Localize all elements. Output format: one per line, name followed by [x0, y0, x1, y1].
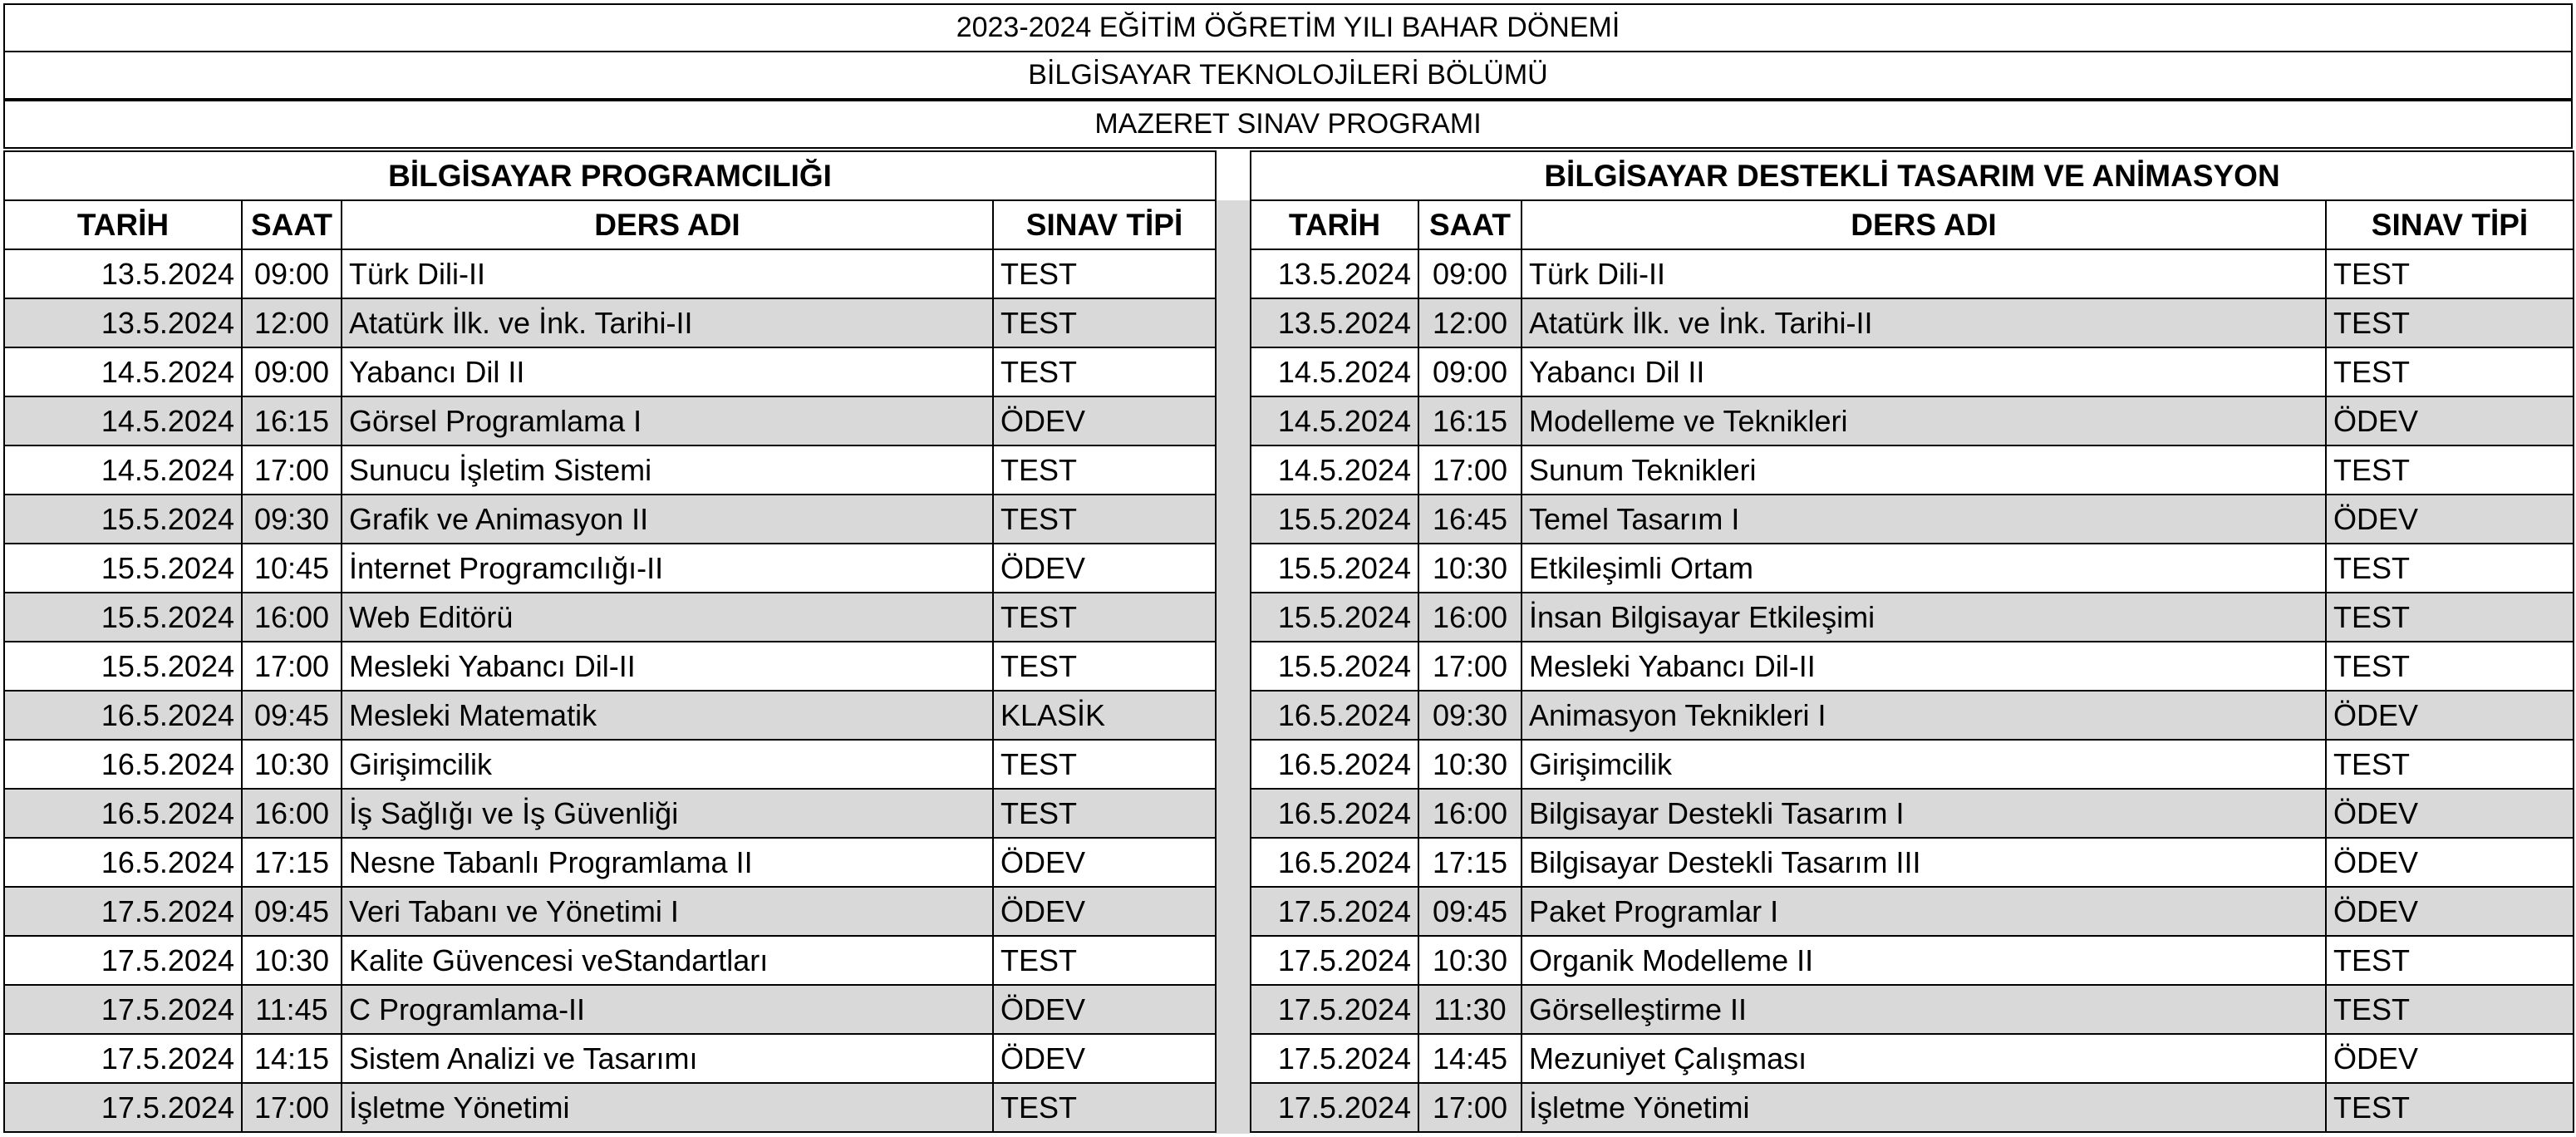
table-row [1251, 789, 2574, 838]
exam-type-cell: ÖDEV [993, 985, 1216, 1034]
time-cell: 11:30 [1418, 985, 1522, 1034]
table-row [4, 495, 1216, 544]
time-cell: 09:45 [242, 691, 342, 740]
table-row [4, 887, 1216, 936]
exam-type-cell: TEST [993, 298, 1216, 347]
table-row [4, 936, 1216, 985]
gutter-divider [1215, 200, 1250, 1134]
term-title: 2023-2024 EĞİTİM ÖĞRETİM YILI BAHAR DÖNEMİ [3, 3, 2573, 52]
course-cell: Atatürk İlk. ve İnk. Tarihi-II [342, 298, 993, 347]
department-header: BİLGİSAYAR DESTEKLİ TASARIM VE ANİMASYON [1251, 151, 2574, 200]
date-cell: 16.5.2024 [1251, 789, 1418, 838]
course-cell: Mesleki Yabancı Dil-II [1522, 642, 2326, 691]
date-cell: 13.5.2024 [4, 298, 242, 347]
date-cell: 17.5.2024 [4, 887, 242, 936]
date-cell: 17.5.2024 [1251, 1034, 1418, 1083]
exam-type-cell: TEST [2326, 249, 2574, 298]
table-row [4, 789, 1216, 838]
time-cell: 17:00 [1418, 642, 1522, 691]
time-cell: 10:30 [242, 936, 342, 985]
time-cell: 10:30 [1418, 740, 1522, 789]
table-row [1251, 985, 2574, 1034]
course-cell: Animasyon Teknikleri I [1522, 691, 2326, 740]
course-cell: İşletme Yönetimi [342, 1083, 993, 1132]
course-cell: Yabancı Dil II [1522, 347, 2326, 396]
date-cell: 13.5.2024 [4, 249, 242, 298]
table-row [4, 1083, 1216, 1132]
course-cell: Türk Dili-II [1522, 249, 2326, 298]
course-cell: Sunum Teknikleri [1522, 445, 2326, 495]
course-cell: C Programlama-II [342, 985, 993, 1034]
course-cell: Görsel Programlama I [342, 396, 993, 445]
exam-type-cell: TEST [2326, 298, 2574, 347]
date-cell: 16.5.2024 [1251, 838, 1418, 887]
date-cell: 14.5.2024 [1251, 396, 1418, 445]
course-cell: Bilgisayar Destekli Tasarım I [1522, 789, 2326, 838]
table-row [4, 691, 1216, 740]
column-header-time: SAAT [242, 200, 342, 249]
course-cell: Görselleştirme II [1522, 985, 2326, 1034]
date-cell: 17.5.2024 [1251, 887, 1418, 936]
time-cell: 09:00 [242, 347, 342, 396]
exam-type-cell: ÖDEV [993, 396, 1216, 445]
table-row [4, 544, 1216, 593]
date-cell: 15.5.2024 [4, 642, 242, 691]
time-cell: 09:45 [1418, 887, 1522, 936]
date-cell: 14.5.2024 [4, 347, 242, 396]
date-cell: 15.5.2024 [1251, 593, 1418, 642]
course-cell: Veri Tabanı ve Yönetimi I [342, 887, 993, 936]
time-cell: 09:30 [1418, 691, 1522, 740]
exam-type-cell: TEST [993, 593, 1216, 642]
course-cell: Yabancı Dil II [342, 347, 993, 396]
programming-schedule [3, 150, 1215, 1134]
course-cell: Temel Tasarım I [1522, 495, 2326, 544]
table-row [1251, 887, 2574, 936]
course-cell: Sunucu İşletim Sistemi [342, 445, 993, 495]
table-row [1251, 838, 2574, 887]
table-row [4, 249, 1216, 298]
time-cell: 09:00 [1418, 249, 1522, 298]
table-row [1251, 642, 2574, 691]
table-row [4, 642, 1216, 691]
exam-type-cell: ÖDEV [2326, 691, 2574, 740]
time-cell: 16:00 [1418, 593, 1522, 642]
time-cell: 10:45 [242, 544, 342, 593]
date-cell: 15.5.2024 [4, 593, 242, 642]
table-row [4, 445, 1216, 495]
exam-type-cell: TEST [2326, 985, 2574, 1034]
table-row [4, 298, 1216, 347]
date-cell: 17.5.2024 [1251, 936, 1418, 985]
department-header: BİLGİSAYAR PROGRAMCILIĞI [4, 151, 1216, 200]
table-row [1251, 347, 2574, 396]
table-row [4, 985, 1216, 1034]
time-cell: 10:30 [1418, 544, 1522, 593]
date-cell: 16.5.2024 [4, 691, 242, 740]
time-cell: 10:30 [242, 740, 342, 789]
time-cell: 14:15 [242, 1034, 342, 1083]
time-cell: 09:00 [1418, 347, 1522, 396]
date-cell: 17.5.2024 [4, 936, 242, 985]
date-cell: 14.5.2024 [4, 445, 242, 495]
date-cell: 14.5.2024 [4, 396, 242, 445]
time-cell: 09:30 [242, 495, 342, 544]
course-cell: Girişimcilik [1522, 740, 2326, 789]
time-cell: 12:00 [242, 298, 342, 347]
date-cell: 16.5.2024 [4, 789, 242, 838]
date-cell: 13.5.2024 [1251, 298, 1418, 347]
table-row [4, 740, 1216, 789]
column-header-course: DERS ADI [342, 200, 993, 249]
date-cell: 16.5.2024 [1251, 691, 1418, 740]
exam-type-cell: KLASİK [993, 691, 1216, 740]
table-row [1251, 1083, 2574, 1132]
course-cell: Atatürk İlk. ve İnk. Tarihi-II [1522, 298, 2326, 347]
course-cell: Etkileşimli Ortam [1522, 544, 2326, 593]
time-cell: 09:00 [242, 249, 342, 298]
exam-type-cell: TEST [993, 347, 1216, 396]
exam-type-cell: ÖDEV [993, 838, 1216, 887]
exam-type-cell: TEST [2326, 642, 2574, 691]
time-cell: 16:00 [242, 789, 342, 838]
table-row [1251, 544, 2574, 593]
exam-type-cell: ÖDEV [993, 1034, 1216, 1083]
table-row [1251, 495, 2574, 544]
design-animation-table [1250, 150, 2574, 1133]
exam-type-cell: TEST [2326, 1083, 2574, 1132]
time-cell: 17:00 [242, 1083, 342, 1132]
table-row [1251, 691, 2574, 740]
time-cell: 17:00 [1418, 1083, 1522, 1132]
course-cell: Web Editörü [342, 593, 993, 642]
date-cell: 17.5.2024 [4, 985, 242, 1034]
table-row [1251, 298, 2574, 347]
course-cell: Modelleme ve Teknikleri [1522, 396, 2326, 445]
exam-type-cell: ÖDEV [993, 887, 1216, 936]
time-cell: 17:00 [242, 642, 342, 691]
table-row [1251, 445, 2574, 495]
date-cell: 13.5.2024 [1251, 249, 1418, 298]
exam-type-cell: TEST [2326, 544, 2574, 593]
course-cell: İnsan Bilgisayar Etkileşimi [1522, 593, 2326, 642]
design-animation-schedule [1250, 150, 2573, 1134]
exam-type-cell: TEST [993, 249, 1216, 298]
design-animation-rows [1251, 249, 2574, 1132]
time-cell: 16:00 [242, 593, 342, 642]
date-cell: 17.5.2024 [1251, 985, 1418, 1034]
course-cell: Nesne Tabanlı Programlama II [342, 838, 993, 887]
programming-table [3, 150, 1217, 1133]
time-cell: 16:15 [1418, 396, 1522, 445]
column-header-date: TARİH [4, 200, 242, 249]
date-cell: 16.5.2024 [1251, 740, 1418, 789]
course-cell: Kalite Güvencesi veStandartları [342, 936, 993, 985]
table-row [1251, 593, 2574, 642]
exam-type-cell: TEST [2326, 593, 2574, 642]
table-row [1251, 1034, 2574, 1083]
course-cell: Girişimcilik [342, 740, 993, 789]
time-cell: 16:45 [1418, 495, 1522, 544]
time-cell: 09:45 [242, 887, 342, 936]
exam-type-cell: TEST [993, 789, 1216, 838]
course-cell: Sistem Analizi ve Tasarımı [342, 1034, 993, 1083]
column-header-course: DERS ADI [1522, 200, 2326, 249]
exam-type-cell: ÖDEV [2326, 1034, 2574, 1083]
program-title: MAZERET SINAV PROGRAMI [3, 100, 2573, 149]
table-row [4, 838, 1216, 887]
exam-type-cell: TEST [993, 1083, 1216, 1132]
column-header-time: SAAT [1418, 200, 1522, 249]
department-title: BİLGİSAYAR TEKNOLOJİLERİ BÖLÜMÜ [3, 51, 2573, 100]
date-cell: 15.5.2024 [1251, 495, 1418, 544]
time-cell: 17:00 [1418, 445, 1522, 495]
time-cell: 14:45 [1418, 1034, 1522, 1083]
column-header-type: SINAV TİPİ [2326, 200, 2574, 249]
date-cell: 17.5.2024 [4, 1083, 242, 1132]
exam-type-cell: ÖDEV [2326, 887, 2574, 936]
exam-type-cell: TEST [2326, 445, 2574, 495]
date-cell: 14.5.2024 [1251, 445, 1418, 495]
table-row [4, 1034, 1216, 1083]
course-cell: Mesleki Yabancı Dil-II [342, 642, 993, 691]
date-cell: 17.5.2024 [4, 1034, 242, 1083]
course-cell: İnternet Programcılığı-II [342, 544, 993, 593]
table-row [1251, 249, 2574, 298]
time-cell: 16:00 [1418, 789, 1522, 838]
date-cell: 15.5.2024 [4, 544, 242, 593]
table-row [4, 593, 1216, 642]
table-row [4, 347, 1216, 396]
date-cell: 15.5.2024 [1251, 642, 1418, 691]
table-row [1251, 740, 2574, 789]
programming-rows [4, 249, 1216, 1132]
exam-type-cell: TEST [993, 936, 1216, 985]
exam-type-cell: TEST [2326, 936, 2574, 985]
course-cell: Mesleki Matematik [342, 691, 993, 740]
exam-type-cell: TEST [2326, 347, 2574, 396]
time-cell: 12:00 [1418, 298, 1522, 347]
gutter-top [1215, 150, 1250, 200]
course-cell: Organik Modelleme II [1522, 936, 2326, 985]
exam-type-cell: ÖDEV [2326, 789, 2574, 838]
exam-type-cell: TEST [993, 495, 1216, 544]
date-cell: 15.5.2024 [4, 495, 242, 544]
exam-type-cell: ÖDEV [2326, 396, 2574, 445]
time-cell: 17:15 [1418, 838, 1522, 887]
date-cell: 16.5.2024 [4, 838, 242, 887]
course-cell: Grafik ve Animasyon II [342, 495, 993, 544]
exam-type-cell: TEST [993, 740, 1216, 789]
table-row [1251, 936, 2574, 985]
exam-type-cell: TEST [2326, 740, 2574, 789]
table-row [4, 396, 1216, 445]
time-cell: 10:30 [1418, 936, 1522, 985]
date-cell: 17.5.2024 [1251, 1083, 1418, 1132]
date-cell: 15.5.2024 [1251, 544, 1418, 593]
course-cell: Mezuniyet Çalışması [1522, 1034, 2326, 1083]
date-cell: 16.5.2024 [4, 740, 242, 789]
date-cell: 14.5.2024 [1251, 347, 1418, 396]
table-row [1251, 396, 2574, 445]
time-cell: 17:15 [242, 838, 342, 887]
course-cell: Paket Programlar I [1522, 887, 2326, 936]
exam-type-cell: TEST [993, 642, 1216, 691]
time-cell: 17:00 [242, 445, 342, 495]
course-cell: İş Sağlığı ve İş Güvenliği [342, 789, 993, 838]
course-cell: Türk Dili-II [342, 249, 993, 298]
exam-type-cell: ÖDEV [993, 544, 1216, 593]
time-cell: 11:45 [242, 985, 342, 1034]
course-cell: Bilgisayar Destekli Tasarım III [1522, 838, 2326, 887]
column-header-date: TARİH [1251, 200, 1418, 249]
exam-type-cell: ÖDEV [2326, 838, 2574, 887]
exam-type-cell: ÖDEV [2326, 495, 2574, 544]
course-cell: İşletme Yönetimi [1522, 1083, 2326, 1132]
column-header-type: SINAV TİPİ [993, 200, 1216, 249]
time-cell: 16:15 [242, 396, 342, 445]
exam-type-cell: TEST [993, 445, 1216, 495]
